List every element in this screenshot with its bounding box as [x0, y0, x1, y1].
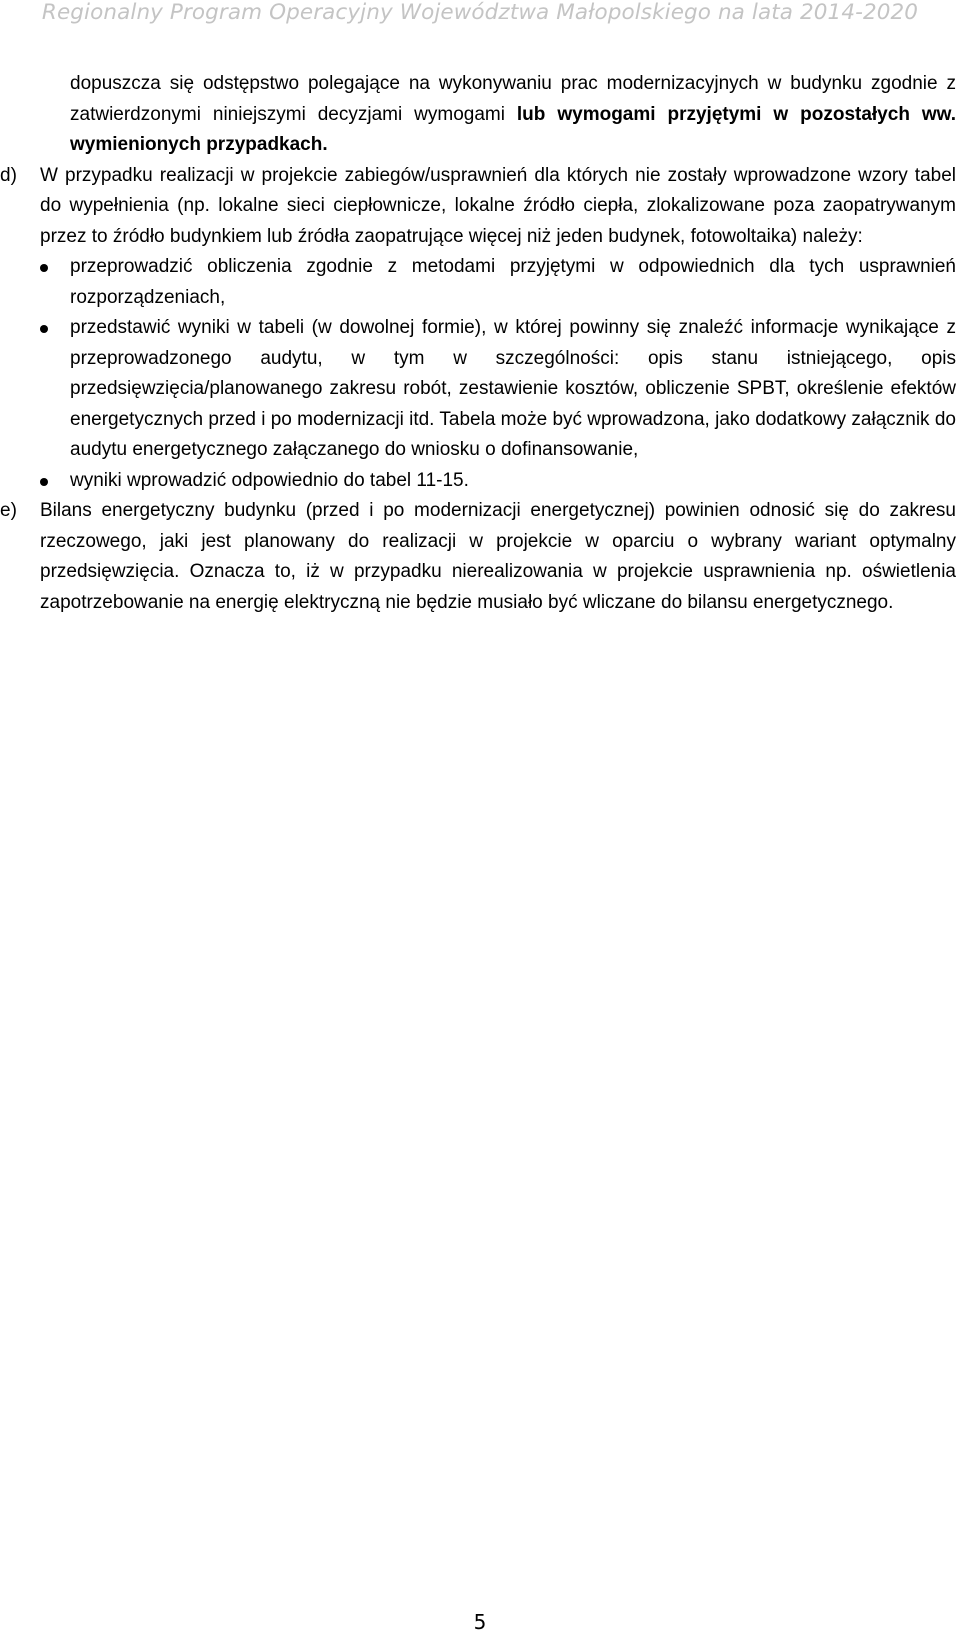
bullet-dot-icon — [40, 478, 48, 486]
document-body — [0, 69, 960, 618]
bullet-item — [40, 466, 956, 497]
continuation-bold-text: lub wymogami przyjętymi w pozostałych ww. wymienionych przypadkach. — [70, 103, 957, 155]
bullet-dot-icon — [40, 264, 48, 272]
continuation-text: dopuszcza się odstępstwo polegające na wykonywaniu prac modernizacyjnych w budynku zgodnie z zatwierdzonymi niniejszymi decyzjami wymogami — [70, 73, 956, 125]
item-e-text: Bilans energetyczny budynku (przed i po modernizacji energetycznej) powinien odnosić się do zakresu rzeczowego, jaki jest planowany do realizacji w projekcie w oparciu o wybrany wariant optymalny przedsięwzięcia. Oznacza to, iż w przypadku nierealizowania w projekcie usprawnienia np. oświetlenia zapotrzebowanie na energię elektryczną nie będzie musiało być wliczane do bilansu energetycznego. — [40, 500, 956, 613]
page-number: 5 — [473, 1610, 487, 1634]
document-header: Regionalny Program Operacyjny Województwa Małopolskiego na lata 2014-2020 — [41, 0, 919, 25]
list-item-e — [0, 496, 956, 618]
item-d-bullet-list — [40, 252, 956, 496]
item-d-text: W przypadku realizacji w projekcie zabiegów/usprawnień dla których nie zostały wprowadzone wzory tabel do wypełnienia (np. lokalne sieci ciepłownicze, lokalne źródło ciepła, zlokalizowane poza zaopatrywanym przez to źródło budynkiem lub źródła zaopatrujące więcej niż jeden budynek, fotowoltaika) należy: — [40, 164, 956, 247]
bullet-item — [40, 252, 956, 313]
continuation-paragraph — [70, 69, 956, 161]
bullet-text: przedstawić wyniki w tabeli (w dowolnej formie), w której powinny się znaleźć informacje wynikające z przeprowadzonego audytu, w tym w szczególności: opis stanu istniejącego, opis przedsięwzięcia/planowanego zakresu robót, zestawienie kosztów, obliczenie SPBT, określenie efektów energetycznych przed i po modernizacji itd. Tabela może być wprowadzona, jako dodatkowy załącznik do audytu energetycznego załączanego do wniosku o dofinansowanie, — [70, 317, 956, 460]
list-item-d — [0, 161, 956, 253]
bullet-item — [40, 313, 956, 466]
bullet-dot-icon — [40, 325, 48, 333]
list-marker-e: e) — [0, 500, 17, 521]
bullet-text: przeprowadzić obliczenia zgodnie z metodami przyjętymi w odpowiednich dla tych usprawnień rozporządzeniach, — [70, 256, 956, 308]
bullet-text: wyniki wprowadzić odpowiednio do tabel 11-15. — [70, 469, 469, 491]
list-marker-d: d) — [0, 164, 17, 186]
